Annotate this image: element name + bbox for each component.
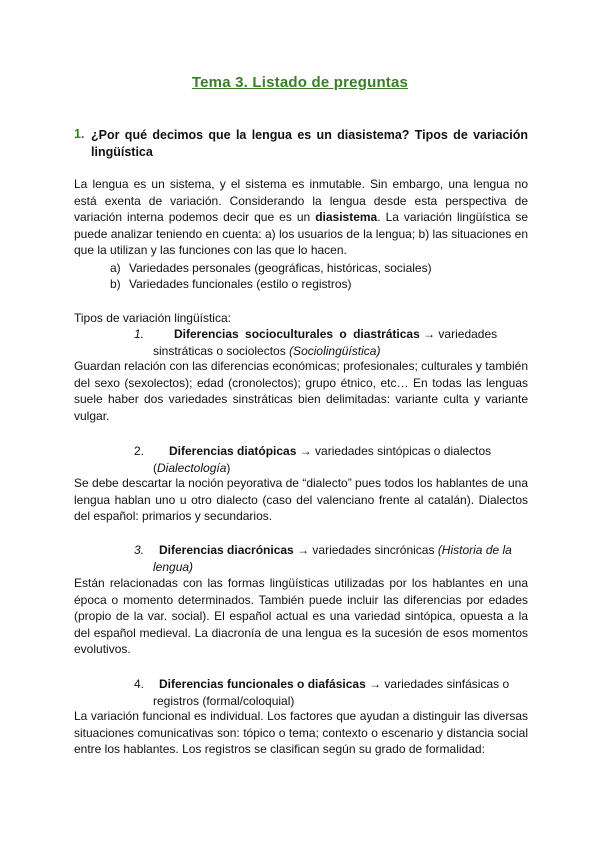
- section-body: Se debe descartar la noción peyorativa de “dialecto” pues todos los hablantes de una lengua hablan uno u otro dialecto (caso del valenciano frente al catalán). Dialectos del español: primarios y secundarios.: [74, 476, 528, 524]
- section-variety: → variedades sinstráticas o sociolectos: [153, 327, 498, 358]
- question-number: 1.: [74, 127, 85, 141]
- intro-keyword: diasistema: [315, 210, 378, 225]
- section-title: Diferencias funcionales o diafásicas: [159, 677, 366, 691]
- question-heading: ¿Por qué decimos que la lengua es un diasistema? Tipos de variación lingüística: [91, 128, 528, 159]
- list-item-text: Variedades personales (geográficas, históricas, sociales): [129, 261, 432, 275]
- tipos-label: Tipos de variación lingüística:: [74, 311, 231, 325]
- section-title: Diferencias diacrónicas: [159, 543, 294, 557]
- section-number: 2.: [134, 444, 145, 458]
- section-variety: → variedades sintópicas o dialectos: [296, 444, 492, 458]
- section-discipline: (Historia de la lengua): [153, 543, 512, 574]
- section-body: Guardan relación con las diferencias económicas; profesionales; culturales y también del sexo (sexolectos); edad (cronolectos); grupo étnico, etc… En todas las lenguas suele haber dos variedades sinstráticas bien delimitadas: variante culta y variante vulgar.: [74, 359, 528, 423]
- section-number: 4.: [134, 677, 145, 691]
- section-number: 1.: [134, 327, 145, 341]
- intro-text-2: . La variación lingüística se puede analizar teniendo en cuenta: a) los usuarios de la lengua; b) las situaciones en que la utilizan y las funciones con las que lo hacen.: [74, 210, 528, 258]
- section-title: Diferencias diatópicas: [169, 444, 297, 458]
- list-marker: a): [110, 261, 121, 275]
- section-body: Están relacionadas con las formas lingüísticas utilizadas por los hablantes en una época o momento determinados. También puede incluir las diferencias por edades (propio de la var. social). El español actual es una variedad sintópica, opuesta a la del español medieval. La diacronía de una lengua es la sucesión de esos momentos evolutivos.: [74, 576, 528, 657]
- section-heading: [153, 676, 528, 709]
- list-item: [110, 276, 121, 292]
- intro-text-1: La lengua es un sistema, y el sistema es inmutable. Sin embargo, una lengua no está exenta de variación. Considerando la lengua desde esta perspectiva de variación interna podemos decir que es un: [74, 177, 528, 225]
- section-variety: → variedades sinfásicas o registros (formal/coloquial): [153, 677, 510, 708]
- list-item: [110, 260, 121, 276]
- list-marker: b): [110, 277, 121, 291]
- section-number: 3.: [134, 543, 145, 557]
- section-discipline: Dialectología: [157, 460, 227, 475]
- list-item-text: Variedades funcionales (estilo o registros): [129, 277, 352, 291]
- section-heading: [153, 326, 528, 359]
- document-title: Tema 3. Listado de preguntas: [191, 74, 409, 91]
- section-title: Diferencias socioculturales o diastráticas: [174, 327, 420, 341]
- section-discipline: (Sociolingüística): [289, 343, 381, 358]
- section-heading: Diferencias diatópicas → variedades sintópicas o dialectos (Dialectología): [153, 444, 492, 475]
- intro-paragraph: [74, 176, 528, 259]
- section-variety: → variedades sincrónicas: [293, 543, 438, 557]
- section-body: La variación funcional es individual. Los factores que ayudan a distinguir las diversas situaciones comunicativas son: tópico o tema; contexto o escenario y distancia social entre los hablantes. Los registros se clasifican según su grado de formalidad:: [74, 709, 528, 757]
- section-heading: [153, 542, 528, 575]
